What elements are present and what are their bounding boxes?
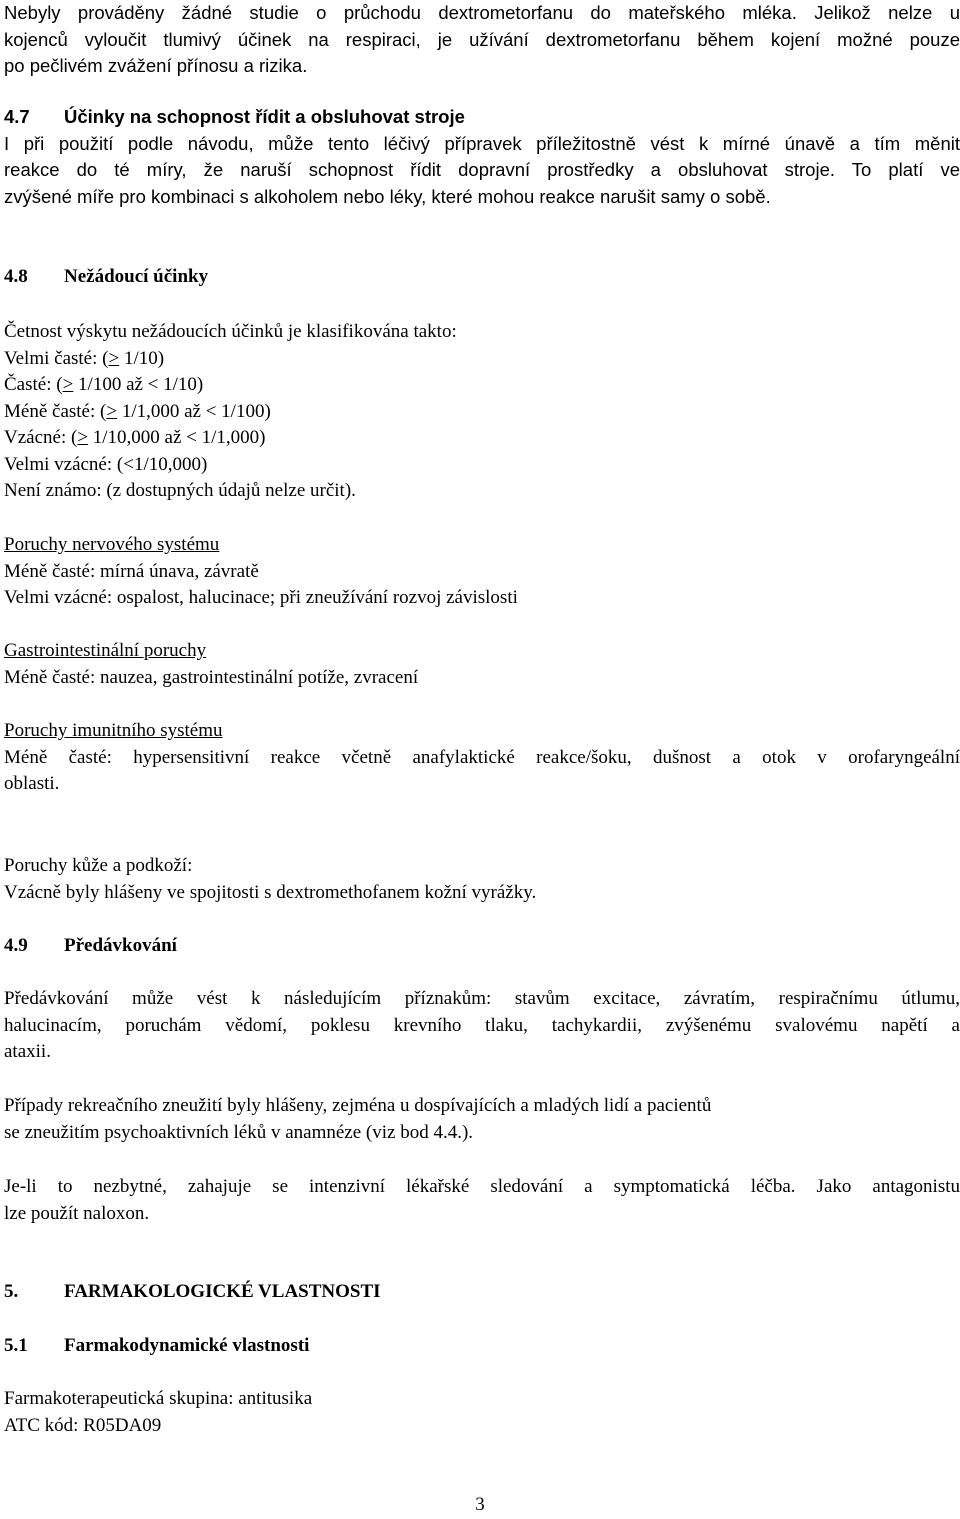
frequency-item: Velmi časté: (> 1/10) bbox=[4, 347, 165, 369]
gastrointestinal-block bbox=[4, 638, 960, 691]
text-line: reakce do té míry, že naruší schopnost řídit dopravní prostředky a obsluhovat stroje. To platí ve bbox=[4, 159, 960, 180]
section-4-7 bbox=[4, 104, 960, 210]
text-line: Případy rekreačního zneužití byly hlášeny, zejména u dospívajících a mladých lidí a pacientů bbox=[4, 1095, 712, 1116]
section-title: Farmakodynamické vlastnosti bbox=[64, 1335, 310, 1356]
section-title: Předávkování bbox=[64, 935, 177, 956]
text-line: Farmakoterapeutická skupina: antitusika bbox=[4, 1388, 313, 1409]
section-title: Nežádoucí účinky bbox=[64, 266, 209, 287]
section-5-1-heading bbox=[4, 1333, 960, 1360]
subheading: Gastrointestinální poruchy bbox=[4, 640, 207, 661]
section-title: Účinky na schopnost řídit a obsluhovat stroje bbox=[64, 106, 465, 127]
text-line: Méně časté: mírná únava, závratě bbox=[4, 560, 259, 582]
frequency-item: Méně časté: (> 1/1,000 až < 1/100) bbox=[4, 400, 271, 422]
text-line: Méně časté: hypersensitivní reakce včetně anafylaktické reakce/šoku, dušnost a otok v orofaryngeální bbox=[4, 746, 960, 768]
section-number: 5. bbox=[4, 1281, 19, 1302]
section-heading bbox=[4, 104, 960, 131]
text-line: I při použití podle návodu, může tento léčivý přípravek příležitostně vést k mírné únavě a tím měnit bbox=[4, 132, 960, 154]
overdose-paragraph-3 bbox=[4, 1174, 960, 1227]
section-5-heading bbox=[4, 1279, 960, 1306]
section-4-8-heading bbox=[4, 264, 960, 291]
text-line: Předávkování může vést k následujícím příznakům: stavům excitace, závratím, respiračnímu útlumu, bbox=[4, 988, 960, 1009]
skin-block bbox=[4, 853, 960, 906]
text-line: Velmi vzácné: ospalost, halucinace; při zneužívání rozvoj závislosti bbox=[4, 587, 518, 608]
text-line: zvýšené míře pro kombinaci s alkoholem nebo léky, které mohou reakce narušit samy o sobě. bbox=[4, 185, 771, 207]
text-line: halucinacím, poruchám vědomí, poklesu krevního tlaku, tachykardii, zvýšenému svalovému napětí a bbox=[4, 1014, 960, 1036]
text-line: se zneužitím psychoaktivních léků v anamnéze (viz bod 4.4.). bbox=[4, 1121, 474, 1143]
section-number: 4.9 bbox=[4, 935, 28, 956]
frequency-item: Časté: (> 1/100 až < 1/10) bbox=[4, 374, 204, 395]
intro-paragraph bbox=[4, 0, 960, 80]
text-line: po pečlivém zvážení přínosu a rizika. bbox=[4, 55, 308, 76]
section-4-9-heading bbox=[4, 933, 960, 960]
frequency-classification bbox=[4, 319, 960, 505]
text-line: oblasti. bbox=[4, 773, 60, 794]
page-number: 3 bbox=[475, 1494, 485, 1515]
frequency-item: Vzácné: (> 1/10,000 až < 1/1,000) bbox=[4, 427, 266, 448]
section-number: 4.7 bbox=[4, 106, 30, 127]
text-line: ATC kód: R05DA09 bbox=[4, 1414, 162, 1436]
text-line: Vzácně byly hlášeny ve spojitosti s dextromethofanem kožní vyrážky. bbox=[4, 881, 537, 903]
text-line: Nebyly prováděny žádné studie o průchodu dextrometorfanu do mateřského mléka. Jelikož nelze u bbox=[4, 2, 960, 23]
frequency-item: Velmi vzácné: (<1/10,000) bbox=[4, 453, 208, 475]
section-number: 4.8 bbox=[4, 266, 28, 287]
overdose-paragraph-2 bbox=[4, 1093, 960, 1146]
subheading: Poruchy kůže a podkoží: bbox=[4, 855, 193, 876]
text-line: kojenců vyloučit tlumivý účinek na respiraci, je užívání dextrometorfanu během kojení možné pouze bbox=[4, 28, 960, 50]
pharmacodynamics-block bbox=[4, 1386, 960, 1439]
text-line: Je-li to nezbytné, zahajuje se intenzivní lékařské sledování a symptomatická léčba. Jako antagonistu bbox=[4, 1176, 960, 1197]
frequency-item: Není známo: (z dostupných údajů nelze určit). bbox=[4, 480, 356, 501]
nervous-system-block bbox=[4, 532, 960, 612]
overdose-paragraph-1 bbox=[4, 986, 960, 1066]
text-line: lze použít naloxon. bbox=[4, 1202, 150, 1224]
text-line: ataxii. bbox=[4, 1041, 51, 1062]
text-line: Četnost výskytu nežádoucích účinků je klasifikována takto: bbox=[4, 321, 457, 342]
section-title: FARMAKOLOGICKÉ VLASTNOSTI bbox=[64, 1281, 381, 1302]
immune-system-block bbox=[4, 718, 960, 798]
subheading: Poruchy nervového systému bbox=[4, 534, 220, 555]
subheading: Poruchy imunitního systému bbox=[4, 720, 223, 741]
section-number: 5.1 bbox=[4, 1335, 28, 1356]
text-line: Méně časté: nauzea, gastrointestinální potíže, zvracení bbox=[4, 666, 419, 688]
